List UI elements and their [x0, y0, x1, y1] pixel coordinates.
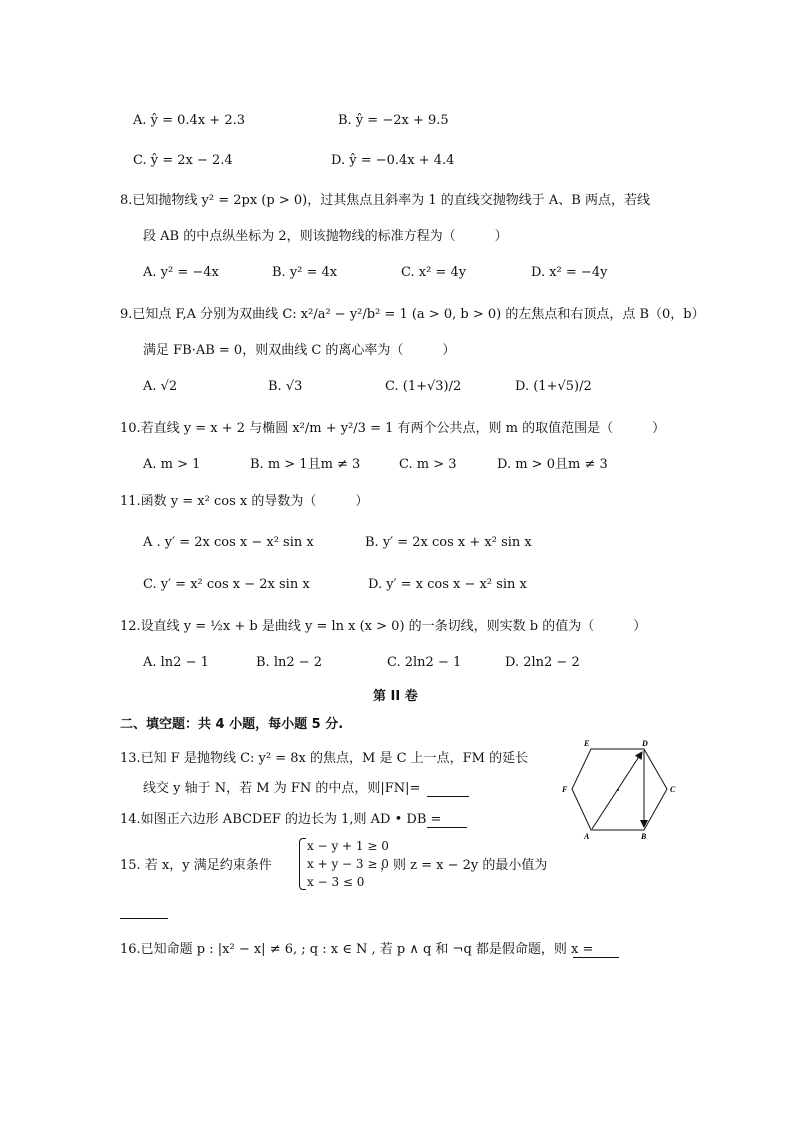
section-fill-in-heading: 二、填空题：共 4 小题，每小题 5 分. — [120, 717, 344, 732]
q13-stem-line1: 13.已知 F 是抛物线 C: y² = 8x 的焦点，M 是 C 上一点，FM 的延长 — [120, 751, 529, 766]
q15-constraint-1: x − y + 1 ≥ 0 — [307, 839, 389, 853]
q12-option-d: D. 2ln2 − 2 — [505, 655, 580, 670]
q11-option-c: C. y′ = x² cos x − 2x sin x — [143, 577, 310, 592]
q15-constraint-brace — [299, 838, 306, 890]
label-e: E — [584, 739, 590, 748]
q14-stem: 14.如图正六边形 ABCDEF 的边长为 1,则 AD • DB = — [120, 812, 442, 827]
q8-stem-line2: 段 AB 的中点纵坐标为 2，则该抛物线的标准方程为（ ） — [143, 229, 508, 244]
q9-option-d: D. (1+√5)/2 — [515, 379, 592, 394]
q9-option-a: A. √2 — [143, 379, 178, 394]
q11-stem: 11.函数 y = x² cos x 的导数为（ ） — [120, 494, 369, 509]
hexagon-outline — [572, 749, 667, 830]
q9-option-b: B. √3 — [268, 379, 303, 394]
q11-option-b: B. y′ = 2x cos x + x² sin x — [365, 535, 532, 550]
q10-option-d: D. m > 0且m ≠ 3 — [497, 457, 608, 472]
q12-option-a: A. ln2 − 1 — [143, 655, 209, 670]
q8-option-c: C. x² = 4y — [401, 265, 467, 280]
q12-option-c: C. 2ln2 − 1 — [387, 655, 462, 670]
part-two-title: 第 II 卷 — [373, 689, 418, 704]
q14-answer-blank — [427, 827, 467, 828]
q16-answer-blank — [573, 957, 619, 958]
q12-stem: 12.设直线 y = ½x + b 是曲线 y = ln x (x > 0) 的一条切线，则实数 b 的值为（ ） — [120, 619, 647, 634]
vector-ad — [592, 752, 642, 829]
label-c: C — [670, 785, 676, 794]
q16-stem: 16.已知命题 p : |x² − x| ≠ 6, ; q : x ∈ N , 若 p ∧ q 和 ¬q 都是假命题，则 x = — [120, 942, 594, 957]
q9-option-c: C. (1+√3)/2 — [385, 379, 462, 394]
q11-option-a: A . y′ = 2x cos x − x² sin x — [143, 535, 314, 550]
q7-option-d: D. ŷ = −0.4x + 4.4 — [331, 153, 455, 168]
label-f: F — [562, 785, 568, 794]
q10-stem: 10.若直线 y = x + 2 与椭圆 x²/m + y²/3 = 1 有两个公共点，则 m 的取值范围是（ ） — [120, 421, 666, 436]
q8-option-d: D. x² = −4y — [531, 265, 608, 280]
q7-option-a: A. ŷ = 0.4x + 2.3 — [133, 113, 245, 128]
q15-constraint-3: x − 3 ≤ 0 — [307, 875, 365, 889]
q13-stem-line2: 线交 y 轴于 N，若 M 为 FN 的中点，则|FN|= — [143, 781, 421, 796]
q8-stem-line1: 8.已知抛物线 y² = 2px (p > 0)，过其焦点且斜率为 1 的直线交抛物线于 A、B 两点，若线 — [120, 193, 650, 208]
q15-answer-blank — [120, 918, 168, 919]
q10-option-b: B. m > 1且m ≠ 3 — [250, 457, 361, 472]
hexagon-figure — [555, 735, 685, 840]
q9-stem-line1: 9.已知点 F,A 分别为双曲线 C: x²/a² − y²/b² = 1 (a > 0, b > 0) 的左焦点和右顶点，点 B（0，b） — [120, 307, 705, 322]
q8-option-a: A. y² = −4x — [143, 265, 219, 280]
q8-option-b: B. y² = 4x — [272, 265, 338, 280]
label-a: A — [584, 832, 590, 840]
q7-option-c: C. ŷ = 2x − 2.4 — [133, 153, 233, 168]
q13-answer-blank — [427, 796, 469, 797]
q15-constraint-2: x + y − 3 ≥ 0 — [307, 857, 389, 871]
q12-option-b: B. ln2 − 2 — [256, 655, 323, 670]
hexagon-center-dot — [617, 789, 619, 791]
q10-option-c: C. m > 3 — [399, 457, 457, 472]
q10-option-a: A. m > 1 — [143, 457, 201, 472]
label-d: D — [642, 739, 648, 748]
q11-option-d: D. y′ = x cos x − x² sin x — [368, 577, 527, 592]
q15-stem-prefix: 15. 若 x，y 满足约束条件 — [120, 858, 272, 873]
label-b: B — [641, 832, 647, 840]
q15-stem-suffix: ，则 z = x − 2y 的最小值为 — [380, 858, 548, 873]
q9-stem-line2: 满足 FB·AB = 0，则双曲线 C 的离心率为（ ） — [143, 343, 456, 358]
q7-option-b: B. ŷ = −2x + 9.5 — [338, 113, 449, 128]
